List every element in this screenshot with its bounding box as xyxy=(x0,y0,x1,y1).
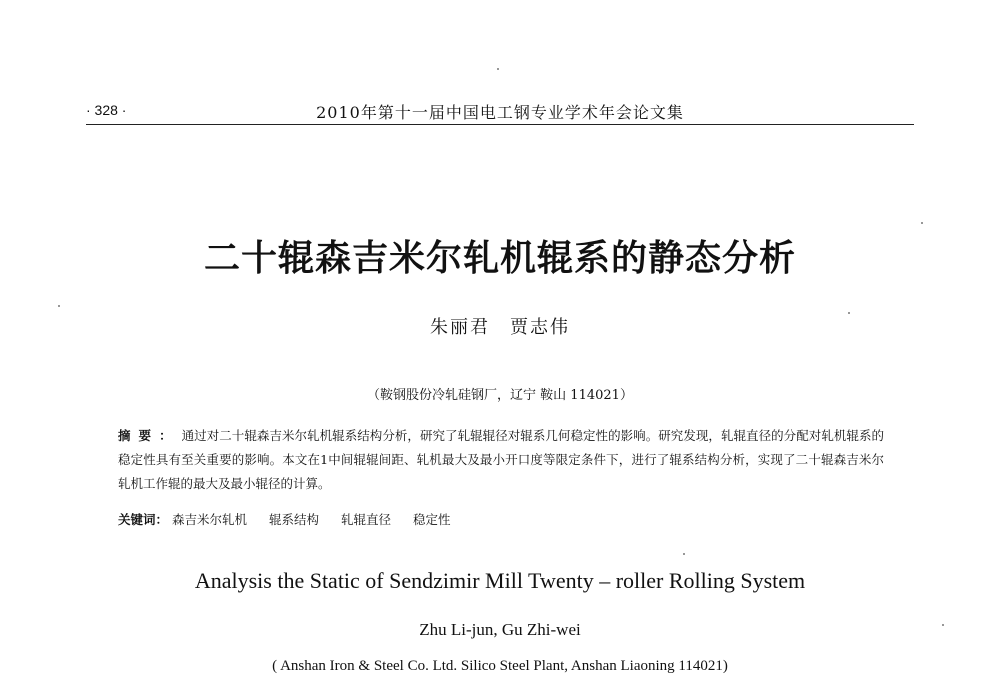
keywords xyxy=(118,508,884,532)
scan-speck xyxy=(921,222,923,224)
keyword-item: 森吉米尔轧机 xyxy=(172,512,248,527)
abstract xyxy=(118,424,884,496)
abstract-label: 摘要： xyxy=(118,428,180,443)
header-rule xyxy=(86,124,914,125)
scan-speck xyxy=(848,312,850,314)
abstract-text: 通过对二十辊森吉米尔轧机辊系结构分析，研究了轧辊辊径对辊系几何稳定性的影响。研究发现，轧辊直径的分配对轧机辊系的稳定性具有至关重要的影响。本文在1中间辊辊间距、轧机最大及最小开口度等限定条件下，进行了辊系结构分析，实现了二十辊森吉米尔轧机工作辊的最大及最小辊径的计算。 xyxy=(118,428,884,491)
scan-speck xyxy=(497,68,499,70)
keyword-item: 辊系结构 xyxy=(269,512,320,527)
page-header xyxy=(86,100,914,124)
keywords-label: 关键词： xyxy=(118,512,169,527)
running-title: 2010年第十一届中国电工钢专业学术年会论文集 xyxy=(316,103,684,122)
keyword-item: 轧辊直径 xyxy=(341,512,392,527)
authors-cn: 朱丽君 贾志伟 xyxy=(430,317,570,338)
keyword-item: 稳定性 xyxy=(413,512,451,527)
affiliation-en: ( Anshan Iron & Steel Co. Ltd. Silico Steel Plant, Anshan Liaoning 114021) xyxy=(272,658,728,674)
scan-speck xyxy=(683,553,685,555)
page-number: · 328 · xyxy=(86,102,127,118)
scan-speck xyxy=(942,624,944,626)
authors-en: Zhu Li-jun, Gu Zhi-wei xyxy=(419,620,581,639)
paper-title-en: Analysis the Static of Sendzimir Mill Twenty – roller Rolling System xyxy=(194,568,806,593)
scan-speck xyxy=(58,305,60,307)
affiliation-cn: （鞍钢股份冷轧硅钢厂，辽宁 鞍山 114021） xyxy=(367,388,633,403)
paper-title-cn: 二十辊森吉米尔轧机辊系的静态分析 xyxy=(203,238,796,279)
